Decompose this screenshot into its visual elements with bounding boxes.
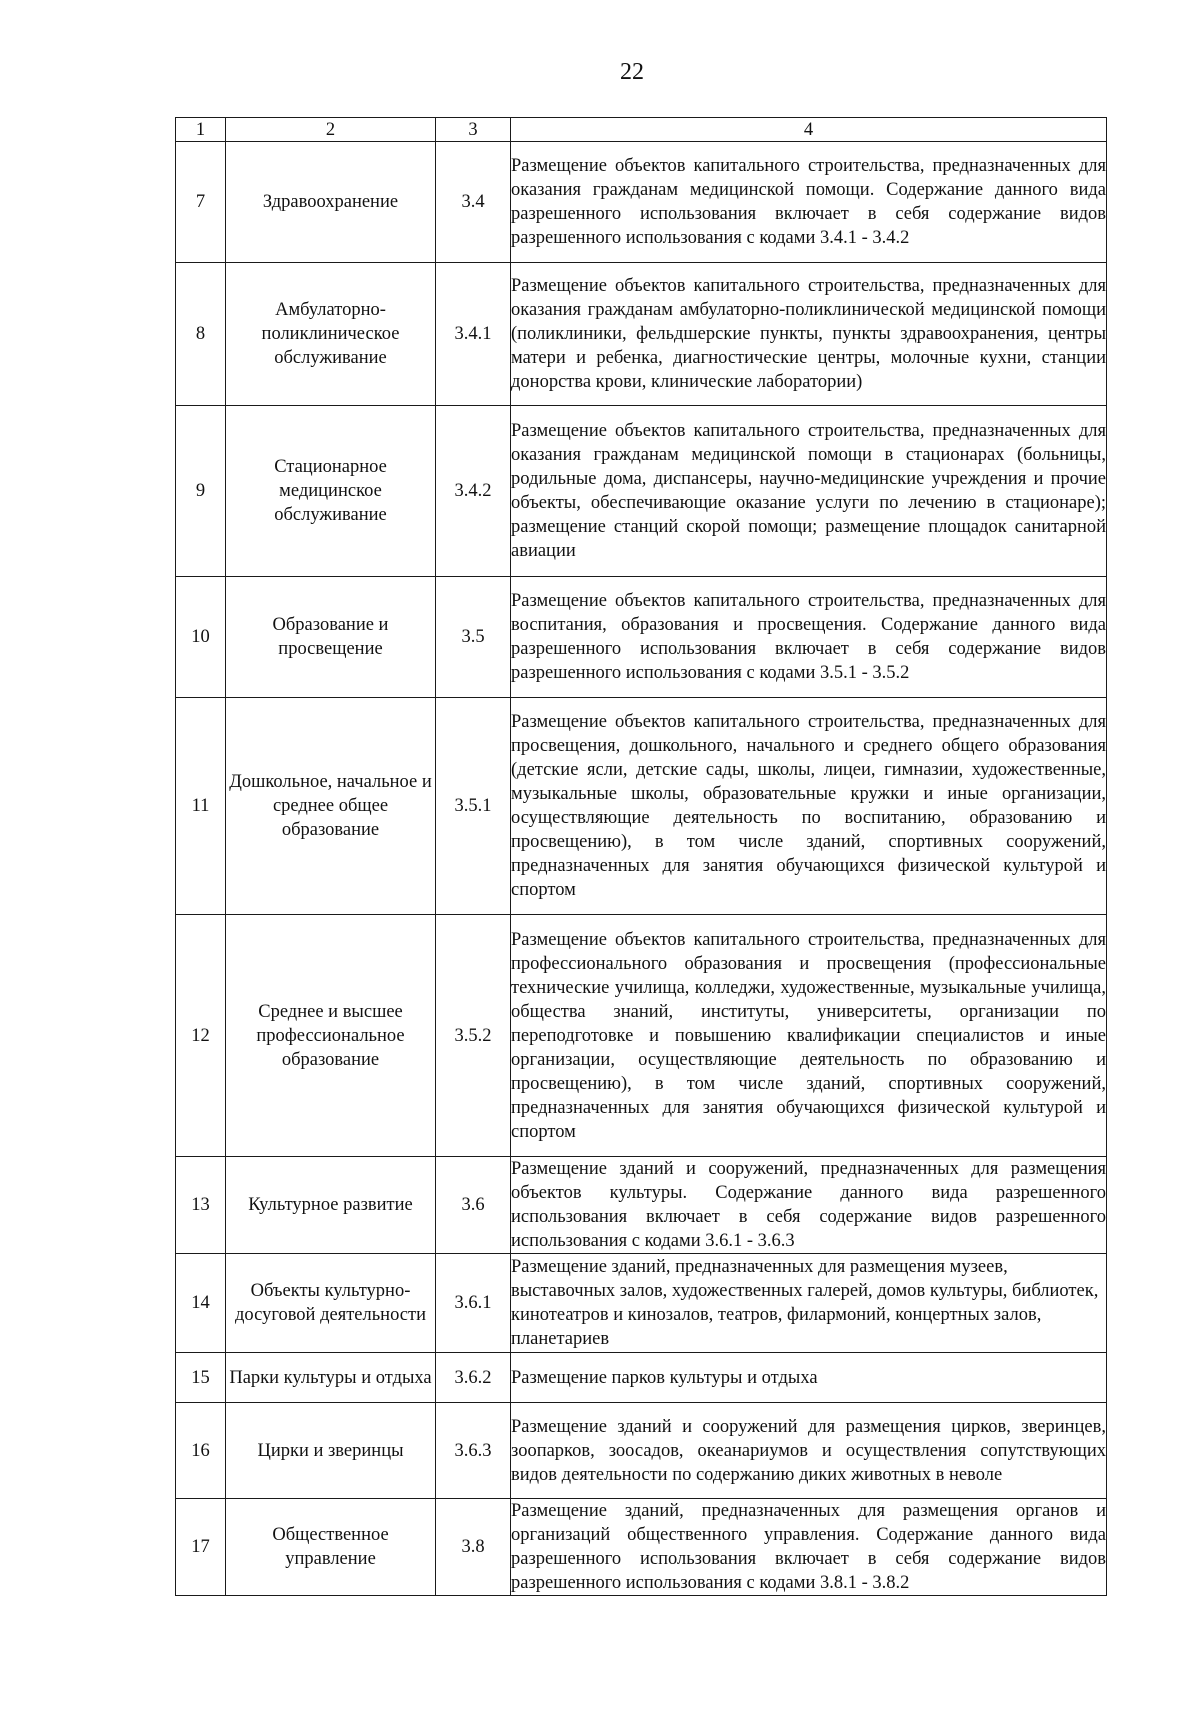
- table-row: [176, 1499, 1107, 1596]
- table-row: [176, 406, 1107, 577]
- use-description: Размещение объектов капитального строительства, предназначенных для воспитания, образования и просвещения. Содержание данного вида разрешенного использования включает в себя содержание видов разрешенного использования с кодами 3.5.1 - 3.5.2: [511, 577, 1107, 698]
- use-name: Среднее и высшее профессиональное образование: [226, 915, 436, 1157]
- row-number: 16: [176, 1403, 226, 1499]
- use-name: Стационарное медицинское обслуживание: [226, 406, 436, 577]
- row-number: 13: [176, 1157, 226, 1254]
- table-row: [176, 1353, 1107, 1403]
- row-number: 9: [176, 406, 226, 577]
- header-col-3: 3: [436, 118, 511, 142]
- header-col-4: 4: [511, 118, 1107, 142]
- use-name: Здравоохранение: [226, 142, 436, 263]
- header-col-1: 1: [176, 118, 226, 142]
- row-number: 14: [176, 1254, 226, 1353]
- row-number: 8: [176, 263, 226, 406]
- use-description: Размещение зданий и сооружений для размещения цирков, зверинцев, зоопарков, зоосадов, океанариумов и осуществления сопутствующих видов деятельности по содержанию диких животных в неволе: [511, 1403, 1107, 1499]
- land-use-table: [175, 117, 1107, 1596]
- use-code: 3.8: [436, 1499, 511, 1596]
- use-description: Размещение объектов капитального строительства, предназначенных для просвещения, дошкольного, начального и среднего общего образования (детские ясли, детские сады, школы, лицеи, гимназии, художественные, музыкальные школы, образовательные кружки и иные организации, осуществляющие деятельность по воспитанию, образованию и просвещению), в том числе зданий, спортивных сооружений, предназначенных для занятия обучающихся физической культурой и спортом: [511, 698, 1107, 915]
- header-col-2: 2: [226, 118, 436, 142]
- use-code: 3.5.1: [436, 698, 511, 915]
- use-description: Размещение объектов капитального строительства, предназначенных для оказания гражданам амбулаторно-поликлинической медицинской помощи (поликлиники, фельдшерские пункты, пункты здравоохранения, центры матери и ребенка, диагностические центры, молочные кухни, станции донорства крови, клинические лаборатории): [511, 263, 1107, 406]
- use-description: Размещение объектов капитального строительства, предназначенных для оказания гражданам медицинской помощи в стационарах (больницы, родильные дома, диспансеры, научно-медицинские учреждения и прочие объекты, обеспечивающие оказание услуги по лечению в стационаре); размещение станций скорой помощи; размещение площадок санитарной авиации: [511, 406, 1107, 577]
- table-row: [176, 142, 1107, 263]
- use-description: Размещение зданий и сооружений, предназначенных для размещения объектов культуры. Содержание данного вида разрешенного использования включает в себя содержание видов разрешенного использования с кодами 3.6.1 - 3.6.3: [511, 1157, 1107, 1254]
- use-code: 3.6.3: [436, 1403, 511, 1499]
- table-row: [176, 1254, 1107, 1353]
- table-row: [176, 698, 1107, 915]
- use-name: Парки культуры и отдыха: [226, 1353, 436, 1403]
- page-number: 22: [620, 59, 644, 85]
- use-name: Общественное управление: [226, 1499, 436, 1596]
- use-code: 3.6.1: [436, 1254, 511, 1353]
- table-row: [176, 915, 1107, 1157]
- row-number: 11: [176, 698, 226, 915]
- use-code: 3.5.2: [436, 915, 511, 1157]
- table-row: [176, 1403, 1107, 1499]
- row-number: 12: [176, 915, 226, 1157]
- table-header-row: [176, 118, 1107, 142]
- use-name: Дошкольное, начальное и среднее общее образование: [226, 698, 436, 915]
- use-code: 3.4.2: [436, 406, 511, 577]
- use-code: 3.4: [436, 142, 511, 263]
- row-number: 7: [176, 142, 226, 263]
- use-name: Образование и просвещение: [226, 577, 436, 698]
- use-code: 3.6: [436, 1157, 511, 1254]
- use-description: Размещение объектов капитального строительства, предназначенных для оказания гражданам медицинской помощи. Содержание данного вида разрешенного использования включает в себя содержание видов разрешенного использования с кодами 3.4.1 - 3.4.2: [511, 142, 1107, 263]
- use-description: Размещение зданий, предназначенных для размещения музеев, выставочных залов, художественных галерей, домов культуры, библиотек, кинотеатров и кинозалов, театров, филармоний, концертных залов, планетариев: [511, 1254, 1107, 1353]
- use-code: 3.5: [436, 577, 511, 698]
- table-row: [176, 577, 1107, 698]
- row-number: 15: [176, 1353, 226, 1403]
- row-number: 10: [176, 577, 226, 698]
- use-description: Размещение зданий, предназначенных для размещения органов и организаций общественного управления. Содержание данного вида разрешенного использования включает в себя содержание видов разрешенного использования с кодами 3.8.1 - 3.8.2: [511, 1499, 1107, 1596]
- row-number: 17: [176, 1499, 226, 1596]
- use-description: Размещение парков культуры и отдыха: [511, 1353, 1107, 1403]
- use-name: Культурное развитие: [226, 1157, 436, 1254]
- use-code: 3.4.1: [436, 263, 511, 406]
- table-row: [176, 263, 1107, 406]
- use-name: Цирки и зверинцы: [226, 1403, 436, 1499]
- use-code: 3.6.2: [436, 1353, 511, 1403]
- use-name: Объекты культурно-досуговой деятельности: [226, 1254, 436, 1353]
- use-description: Размещение объектов капитального строительства, предназначенных для профессионального образования и просвещения (профессиональные технические училища, колледжи, художественные, музыкальные училища, общества знаний, институты, университеты, организации по переподготовке и повышению квалификации специалистов и иные организации, осуществляющие деятельность по образованию и просвещению), в том числе зданий, спортивных сооружений, предназначенных для занятия обучающихся физической культурой и спортом: [511, 915, 1107, 1157]
- table-row: [176, 1157, 1107, 1254]
- use-name: Амбулаторно-поликлиническое обслуживание: [226, 263, 436, 406]
